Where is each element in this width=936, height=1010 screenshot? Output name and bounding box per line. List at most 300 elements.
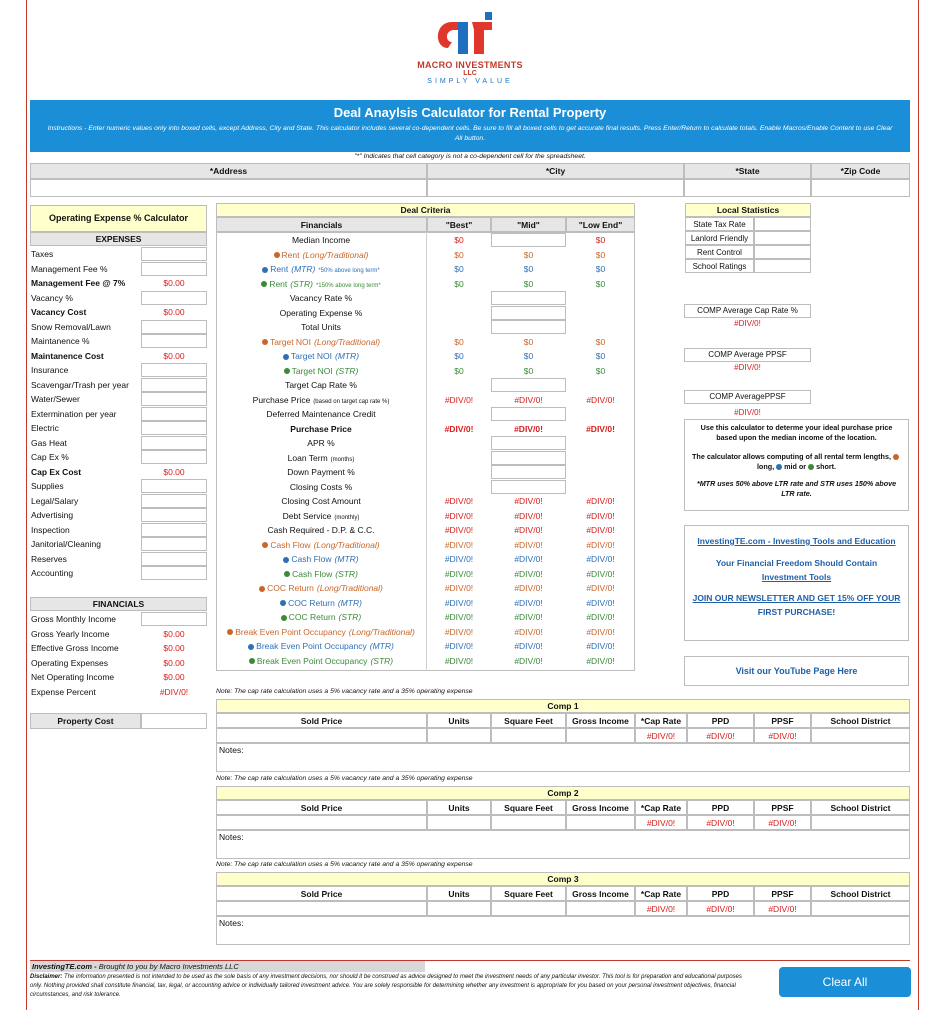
mid-value: $0 [523,264,534,274]
deal-row-label [216,581,426,595]
deal-row-name: Vacancy Rate % [289,293,353,303]
notes-label: Notes: [219,832,244,842]
expense-label: Legal/Salary [31,495,79,506]
best-value: #DIV/0! [444,510,474,521]
mid-header: "Mid" [491,217,566,232]
expense-label: Cap Ex Cost [31,466,82,477]
low-value: $0 [595,351,606,361]
deal-row-term: (Long/Traditional) [313,539,380,550]
expense-input[interactable] [141,291,207,305]
comp-column-header: Square Feet [491,713,566,728]
orange-dot-icon [274,252,280,258]
expense-input[interactable] [141,334,207,348]
comp-column-header: Gross Income [566,886,635,901]
comp-column-header: *Cap Rate [635,800,687,815]
deal-row-term: (MTR) [337,597,362,608]
comp-average-ppsf-value: #DIV/0! [734,408,761,417]
expense-label: Accounting [31,568,74,578]
expense-label: Snow Removal/Lawn [31,321,111,332]
blue-dot-icon [280,600,286,606]
mid-value: $0 [523,336,534,347]
mid-input[interactable] [491,291,566,305]
comp-column-header: Sold Price [216,713,427,728]
address-header: *Address [30,163,427,179]
expense-input[interactable] [141,262,207,276]
deal-row-label [216,378,426,392]
deal-row-name: COC Return [267,583,314,593]
low-value: #DIV/0! [586,612,615,622]
blue-dot-icon [283,557,289,563]
mid-input[interactable] [491,480,566,494]
low-value: $0 [595,249,606,260]
deal-row-name: Operating Expense % [279,307,363,318]
comp-column-header: PPD [687,886,754,901]
low-value: #DIV/0! [586,510,615,521]
comp-input[interactable] [491,728,566,743]
disclaimer [30,973,755,1000]
blue-dot-icon [248,644,254,650]
expense-input[interactable] [141,247,207,261]
comp-column-header: School District [811,800,910,815]
mid-value: #DIV/0! [514,568,543,579]
comp-cap-rate-label: COMP Average Cap Rate % [684,304,811,318]
low-value: $0 [595,336,606,347]
expense-label: Maintanence % [31,336,90,346]
comp-input[interactable] [491,901,566,916]
best-value: $0 [454,336,464,347]
landlord-friendly-input[interactable] [754,231,811,245]
expense-input[interactable] [141,450,207,464]
info-mid: mid or [784,462,807,471]
best-value: #DIV/0! [444,597,474,608]
green-dot-icon [284,571,290,577]
expense-label: Vacancy Cost [31,307,87,317]
expense-input[interactable] [141,494,207,508]
comp-notes[interactable] [216,743,910,772]
newsletter-offer: FIRST PURCHASE! [757,607,836,617]
mid-input[interactable] [491,320,566,334]
right-border [918,0,919,1010]
expense-label: Supplies [31,481,64,491]
best-value: $0 [454,235,464,245]
best-value: $0 [454,249,464,260]
deal-row-term: (STR) [290,278,313,289]
local-statistics-title: Local Statistics [685,203,811,217]
calculator-info-box [684,419,909,511]
newsletter-link[interactable]: JOIN OUR NEWSLETTER AND GET 15% OFF YOUR [692,593,901,603]
comp-column-header: School District [811,886,910,901]
best-value: #DIV/0! [444,612,474,622]
comp-column-header: Units [427,800,491,815]
deal-row-label [216,277,426,291]
best-value: $0 [454,351,464,361]
green-dot-icon [281,615,287,621]
deal-row-label [216,509,426,523]
comp-cap-rate-value: #DIV/0! [635,815,687,830]
mid-value: #DIV/0! [514,423,543,434]
mid-input[interactable] [491,436,566,450]
comp-input[interactable] [566,815,635,830]
logo-name: MACRO INVESTMENTS [417,60,523,70]
expense-label: Water/Sewer [31,394,80,404]
footer-brand-company: Brought to you by Macro Investments LLC [98,962,239,971]
comp-input[interactable] [216,815,427,830]
comp-cap-rate-value: #DIV/0! [734,319,761,328]
deal-row-term: (Long/Traditional) [316,583,383,593]
comp-input[interactable] [216,901,427,916]
expense-input[interactable] [141,407,207,421]
deal-row-label [216,610,426,624]
comp-input[interactable] [491,815,566,830]
property-cost-input[interactable] [141,713,207,729]
expense-input[interactable] [141,552,207,566]
financial-value: $0.00 [163,643,185,653]
deal-row-label [216,494,426,508]
low-value: $0 [595,235,606,245]
deal-row-name: COC Return [288,597,335,608]
logo-llc: LLC [463,70,477,77]
expense-input[interactable] [141,436,207,450]
best-value: #DIV/0! [444,394,474,405]
expense-calculated-value: $0.00 [163,466,185,477]
deal-row-note: *150% above long term* [315,282,381,289]
mid-input[interactable] [491,306,566,320]
comp-input[interactable] [566,728,635,743]
investingte-link[interactable]: InvestingTE.com - Investing Tools and Education [697,536,896,546]
low-value: #DIV/0! [586,568,615,579]
best-value: $0 [454,278,464,289]
mid-value: #DIV/0! [514,612,543,622]
mid-value: #DIV/0! [514,539,543,550]
comp-input[interactable] [427,728,491,743]
deal-row-label [216,306,426,320]
best-value: #DIV/0! [444,496,474,506]
expense-label: Janitorial/Cleaning [31,539,101,549]
deal-row-label [216,248,426,262]
best-value: #DIV/0! [444,626,474,637]
landlord-friendly-label: Lanlord Friendly [685,231,754,245]
expense-input[interactable] [141,421,207,435]
deal-row-label [216,407,426,421]
financial-label: Gross Monthly Income [31,614,117,624]
expense-label: Inspection [31,524,70,535]
comp-title: Comp 1 [216,699,910,713]
gross-monthly-income-input[interactable] [141,612,207,626]
green-dot-icon [284,368,290,374]
expense-label: Vacancy % [31,292,73,303]
deal-row-label [216,364,426,378]
comp-input[interactable] [566,901,635,916]
expense-label: Insurance [31,365,69,375]
disclaimer-text: The information presented is not intended to be used as the sole basis of any investment decisions, nor should it be construed as advice designed to meet the investment needs of any particular investor. This tool is for preparation and educational purposes only. Nothing provided shall constitute financial, tax, legal, or accounting advice or individually tailored investment advice. You are solely responsible for determining whether any investment is appropriate for you based on your personal investment objectives, financial circumstances, and risk tolerance. [30,974,742,998]
financial-label: Effective Gross Income [31,643,119,653]
city-header: *City [427,163,684,179]
expense-label: Management Fee % [31,263,108,274]
deal-row-label [216,349,426,363]
deal-row-name: Cash Flow [270,539,311,550]
comp-column-header: Square Feet [491,800,566,815]
deal-row-name: COC Return [288,612,336,622]
green-dot-icon [808,464,814,470]
deal-row-name: Loan Term [287,452,328,463]
deal-row-name: Target NOI [291,365,333,376]
orange-dot-icon [259,586,265,592]
green-dot-icon [261,281,267,287]
school-ratings-label: School Ratings [685,259,754,273]
comp-column-header: Sold Price [216,886,427,901]
comp-column-header: PPSF [754,800,811,815]
comp-column-header: PPSF [754,886,811,901]
deal-row-note: (months) [330,456,355,463]
expense-label: Extermination per year [31,408,117,419]
deal-financials-header: Financials [216,217,427,232]
comp-ppd-value: #DIV/0! [687,728,754,743]
comp-column-header: Gross Income [566,713,635,728]
deal-row-name: Break Even Point Occupancy [235,626,346,637]
mid-value: #DIV/0! [514,496,543,506]
comp-ppd-value: #DIV/0! [687,901,754,916]
comp-input[interactable] [427,815,491,830]
comp-ppsf-value: #DIV/0! [734,363,761,372]
deal-row-note: (based on target cap rate %) [313,398,390,405]
opex-calculator-title: Operating Expense % Calculator [30,205,207,232]
deal-row-term: (MTR) [291,264,316,274]
expense-label: Gas Heat [31,437,67,448]
low-value: #DIV/0! [586,597,615,608]
comp-ppsf-value: #DIV/0! [754,815,811,830]
deal-row-label [216,480,426,494]
mid-value: $0 [523,249,534,260]
best-value: #DIV/0! [444,655,474,666]
financial-label: Net Operating Income [31,672,115,682]
state-tax-rate-input[interactable] [754,217,811,231]
expense-input[interactable] [141,523,207,537]
comp-notes[interactable] [216,916,910,945]
info-term-lengths [691,452,902,472]
deal-row-label [216,523,426,537]
mid-value: #DIV/0! [514,583,543,593]
deal-row-label [216,552,426,566]
best-value: #DIV/0! [444,539,474,550]
expense-calculated-value: $0.00 [163,350,185,361]
mid-value: #DIV/0! [514,641,543,651]
mid-input[interactable] [491,407,566,421]
comp-input[interactable] [427,901,491,916]
logo-mark-icon [400,8,540,60]
blue-dot-icon [262,267,268,273]
deal-row-name: Target NOI [269,336,312,347]
header-banner [30,100,910,152]
comp-column-header: Gross Income [566,800,635,815]
expense-input[interactable] [141,508,207,522]
deal-row-label [216,233,426,247]
expense-input[interactable] [141,378,207,392]
info-term-text: The calculator allows computing of all rental term lengths, [692,452,891,461]
expense-input[interactable] [141,537,207,551]
company-logo [400,8,540,90]
deal-row-term: (STR) [335,365,359,376]
investment-tools-link[interactable]: Investment Tools [761,572,832,582]
zip-input[interactable] [811,179,910,197]
low-end-header: "Low End" [566,217,635,232]
promo-box [684,525,909,641]
state-input[interactable] [684,179,811,197]
zip-header: *Zip Code [811,163,910,179]
instructions-text: Instructions - Enter numeric values only into boxed cells, except Address, City and State. This calculator includes several co-dependent cells. Be sure to fill all boxed cells to get accurate final results. Press Enter/Return to calculate totals. Enable Macros/Enable Content to use Clear All button. [47,125,893,142]
state-tax-rate-label: State Tax Rate [685,217,754,231]
low-value: #DIV/0! [586,496,615,506]
comp-notes[interactable] [216,830,910,859]
mid-value: #DIV/0! [514,554,543,564]
comp-ppsf-label: COMP Average PPSF [684,348,811,362]
address-input[interactable] [30,179,427,197]
best-header: "Best" [427,217,491,232]
deal-row-term: (STR) [335,568,358,579]
expense-label: Advertising [31,510,74,520]
expense-input[interactable] [141,566,207,580]
clear-all-button[interactable]: Clear All [779,967,911,997]
deal-row-name: Target NOI [290,351,333,361]
comp-column-header: PPD [687,800,754,815]
mid-value: #DIV/0! [514,626,543,637]
best-value: #DIV/0! [444,423,474,434]
comp-column-header: *Cap Rate [635,713,687,728]
best-value: #DIV/0! [444,525,474,535]
deal-row-name: Closing Costs % [289,481,353,492]
comp-input[interactable] [811,901,910,916]
expense-label: Maintanence Cost [31,350,104,361]
low-value: #DIV/0! [586,554,615,564]
comp-input[interactable] [811,728,910,743]
deal-row-name: Rent [269,278,288,289]
expense-label: Taxes [31,249,54,259]
mid-input[interactable] [491,465,566,479]
footer-brand [30,961,425,972]
expense-label: Cap Ex % [31,452,69,462]
deal-row-term: (STR) [338,612,362,622]
cap-rate-note: Note: The cap rate calculation uses a 5% vacancy rate and a 35% operating expense [216,688,473,695]
comp-column-header: PPD [687,713,754,728]
financial-label: Gross Yearly Income [31,628,110,639]
expense-label: Reserves [31,553,67,564]
comp-average-ppsf-label: COMP AveragePPSF [684,390,811,404]
comp-input[interactable] [216,728,427,743]
blue-dot-icon [283,354,289,360]
city-input[interactable] [427,179,684,197]
best-value: #DIV/0! [444,641,474,651]
expense-calculated-value: $0.00 [163,278,185,288]
low-value: #DIV/0! [586,394,615,405]
deal-row-label [216,639,426,653]
deal-row-term: (Long/Traditional) [314,336,381,347]
expense-input[interactable] [141,320,207,334]
deal-row-label [216,596,426,610]
financial-label: Operating Expenses [31,657,109,668]
mid-value: #DIV/0! [514,510,543,521]
deal-row-name: Break Even Point Occupancy [256,655,368,666]
expense-input[interactable] [141,363,207,377]
orange-dot-icon [227,629,233,635]
deal-row-label [216,335,426,349]
deal-row-label [216,567,426,581]
financial-value: $0.00 [163,628,185,639]
promo-tagline: Your Financial Freedom Should Contain [715,558,878,568]
comp-ppsf-value: #DIV/0! [754,728,811,743]
expense-input[interactable] [141,392,207,406]
financial-value: $0.00 [163,657,185,668]
deal-row-label [216,291,426,305]
deal-row-note: *50% above long term* [318,268,380,274]
orange-dot-icon [893,454,899,460]
mid-value: $0 [523,278,534,289]
deal-row-note: (monthly) [334,514,360,521]
school-ratings-input[interactable] [754,259,811,273]
financials-header: FINANCIALS [30,597,207,611]
best-value: #DIV/0! [444,554,474,564]
rent-control-input[interactable] [754,245,811,259]
deal-row-name: Rent [281,249,300,260]
page-title: Deal Anaylsis Calculator for Rental Property [333,105,607,120]
youtube-link[interactable]: Visit our YouTube Page Here [684,656,909,686]
low-value: #DIV/0! [586,655,615,666]
deal-row-label [216,262,426,276]
info-long: long, [756,462,775,471]
low-value: #DIV/0! [586,525,615,535]
low-value: #DIV/0! [586,641,615,651]
deal-row-term: (STR) [370,655,394,666]
expenses-header: EXPENSES [30,232,207,246]
mid-value: #DIV/0! [514,655,543,666]
deal-row-name: Rent [270,264,289,274]
comp-title: Comp 3 [216,872,910,886]
mid-input[interactable] [491,233,566,247]
low-value: #DIV/0! [586,626,615,637]
mid-input[interactable] [491,378,566,392]
mid-value: #DIV/0! [514,525,543,535]
best-value: #DIV/0! [444,568,474,579]
disclaimer-label: Disclaimer: [30,974,63,980]
comp-input[interactable] [811,815,910,830]
deal-row-term: (Long/Traditional) [302,249,369,260]
financial-value: $0.00 [163,672,185,682]
cap-rate-note: Note: The cap rate calculation uses a 5% vacancy rate and a 35% operating expense [216,775,473,782]
deal-row-name: Median Income [291,235,351,245]
comp-column-header: *Cap Rate [635,886,687,901]
deal-row-name: Debt Service [282,510,332,521]
logo-tagline: SIMPLY VALUE [427,78,513,85]
deal-row-label [216,436,426,450]
deal-row-name: Cash Flow [292,568,333,579]
rent-control-label: Rent Control [685,245,754,259]
deal-row-label [216,451,426,465]
expense-input[interactable] [141,479,207,493]
deal-row-label [216,393,426,407]
deal-row-label [216,320,426,334]
deal-row-label [216,465,426,479]
orange-dot-icon [262,339,268,345]
low-value: #DIV/0! [586,423,615,434]
comp-cap-rate-value: #DIV/0! [635,728,687,743]
expense-label: Scavengar/Trash per year [31,379,129,390]
low-value: $0 [595,264,606,274]
comp-column-header: Units [427,886,491,901]
comp-ppd-value: #DIV/0! [687,815,754,830]
deal-row-term: (MTR) [335,351,360,361]
mid-input[interactable] [491,451,566,465]
low-value: $0 [595,365,606,376]
left-border [26,0,27,1010]
low-value: #DIV/0! [586,583,615,593]
